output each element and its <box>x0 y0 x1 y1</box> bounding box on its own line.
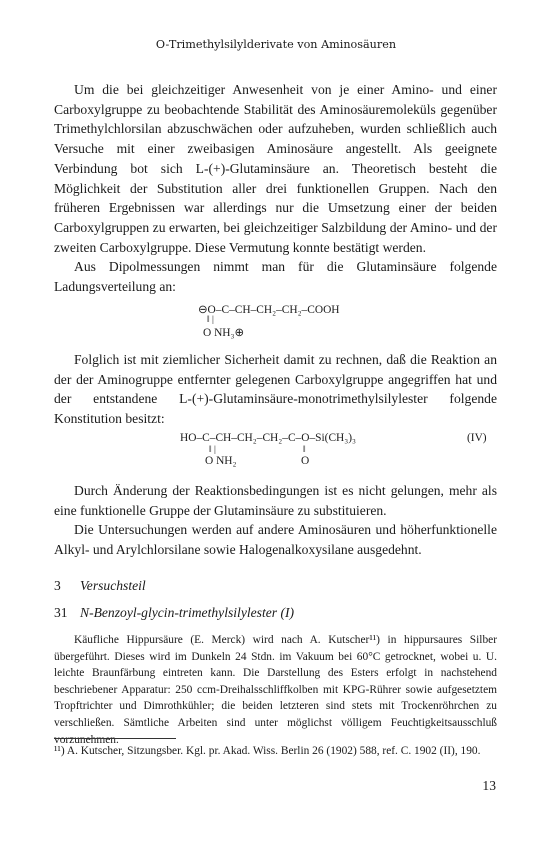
formula-2-line2-right: O <box>301 455 310 467</box>
paragraph-3: Folglich ist mit ziemlicher Sicherheit damit zu rechnen, daß die Reaktion an der der Aminogruppe entfernter gelegenen Carboxylgruppe angegriffen hat und der entstandene L-(+)-Glutaminsäure-monotrimethylsilylester folgende Konstitution besitzt: <box>54 352 497 427</box>
section-heading <box>54 578 146 594</box>
formula-2-label: (IV) <box>467 432 487 444</box>
section-number: 3 <box>54 578 61 593</box>
subsection-heading <box>54 605 294 621</box>
page-number: 13 <box>482 778 496 793</box>
experimental-paragraph: Käufliche Hippursäure (E. Merck) wird nach A. Kutscher¹¹) in hippursaures Silber übergeführt. Dieses wird im Dunkeln 24 Stdn. im Vakuum bei 60°C getrocknet, wobei u. U. leichte Braunfärbung eintreten kann. Die Darstellung des Esters erfolgt in nachstehend beschriebener Apparatur: 250 ccm-Dreihalsschliffkolben mit KPG-Rührer sowie aufgesetztem Tropftrichter und Dimrothkühler; die beiden letzteren sind stets mit Trockenröhrchen zu verschließen. Sämtliche Arbeiten sind unter möglichst völligem Feuchtigkeitsausschluß vorzunehmen. <box>54 634 497 746</box>
formula-2-line1: HO–C–CH–CH₂–CH₂–C–O–Si(CH₃)₃ <box>180 432 357 444</box>
formula-2-bonds-right: ‖ <box>303 445 306 455</box>
subsection-number: 31 <box>54 605 68 620</box>
formula-2-bonds: ‖ | <box>209 445 216 455</box>
subsection-title: N-Benzoyl-glycin-trimethylsilylester (I) <box>80 605 295 620</box>
footnote-rule <box>54 738 176 739</box>
formula-1-bonds: ‖ | <box>207 315 214 325</box>
paragraph-1: Um die bei gleichzeitiger Anwesenheit von je einer Amino- und einer Carboxylgruppe zu beobachtende Stabilität des Aminosäuremoleküls gegenüber Trimethylchlorsilan abzuschwächen oder aufzuheben, wurden schließlich auch Versuche mit einer zweibasigen Aminosäure angestellt. Als geeignete Verbindung bot sich L-(+)-Glutaminsäure an. Theoretisch besteht die Möglichkeit der Substitution aller drei funktionellen Gruppen. Nach den früheren Ergebnissen war allerdings nur die Umsetzung einer der beiden Carboxylgruppen zu erwarten, bei gleichzeitiger Salzbildung der Amino- und der zweiten Carboxylgruppe. Diese Vermutung konnte bestätigt werden. <box>54 82 497 255</box>
formula-2-line2: O NH₂ <box>205 455 237 467</box>
footnote: ¹¹) A. Kutscher, Sitzungsber. Kgl. pr. Akad. Wiss. Berlin 26 (1902) 588, ref. C. 1902 (II), 190. <box>54 745 481 757</box>
formula-1-line1: ⊖O–C–CH–CH₂–CH₂–COOH <box>198 304 340 316</box>
paragraph-2: Aus Dipolmessungen nimmt man für die Glutaminsäure folgende Ladungsverteilung an: <box>54 259 497 294</box>
section-title: Versuchsteil <box>80 578 146 593</box>
paragraph-5: Die Untersuchungen werden auf andere Aminosäuren und höherfunktionelle Alkyl- und Arylchlorsilane sowie Halogenalkoxysilane ausgedehnt. <box>54 522 497 557</box>
formula-1-line2: O NH₃⊕ <box>203 327 245 339</box>
running-header: O-Trimethylsilylderivate von Aminosäuren <box>155 38 397 51</box>
paragraph-4: Durch Änderung der Reaktionsbedingungen ist es nicht gelungen, mehr als eine funktionelle Gruppe der Glutaminsäure zu substituieren. <box>54 483 497 518</box>
